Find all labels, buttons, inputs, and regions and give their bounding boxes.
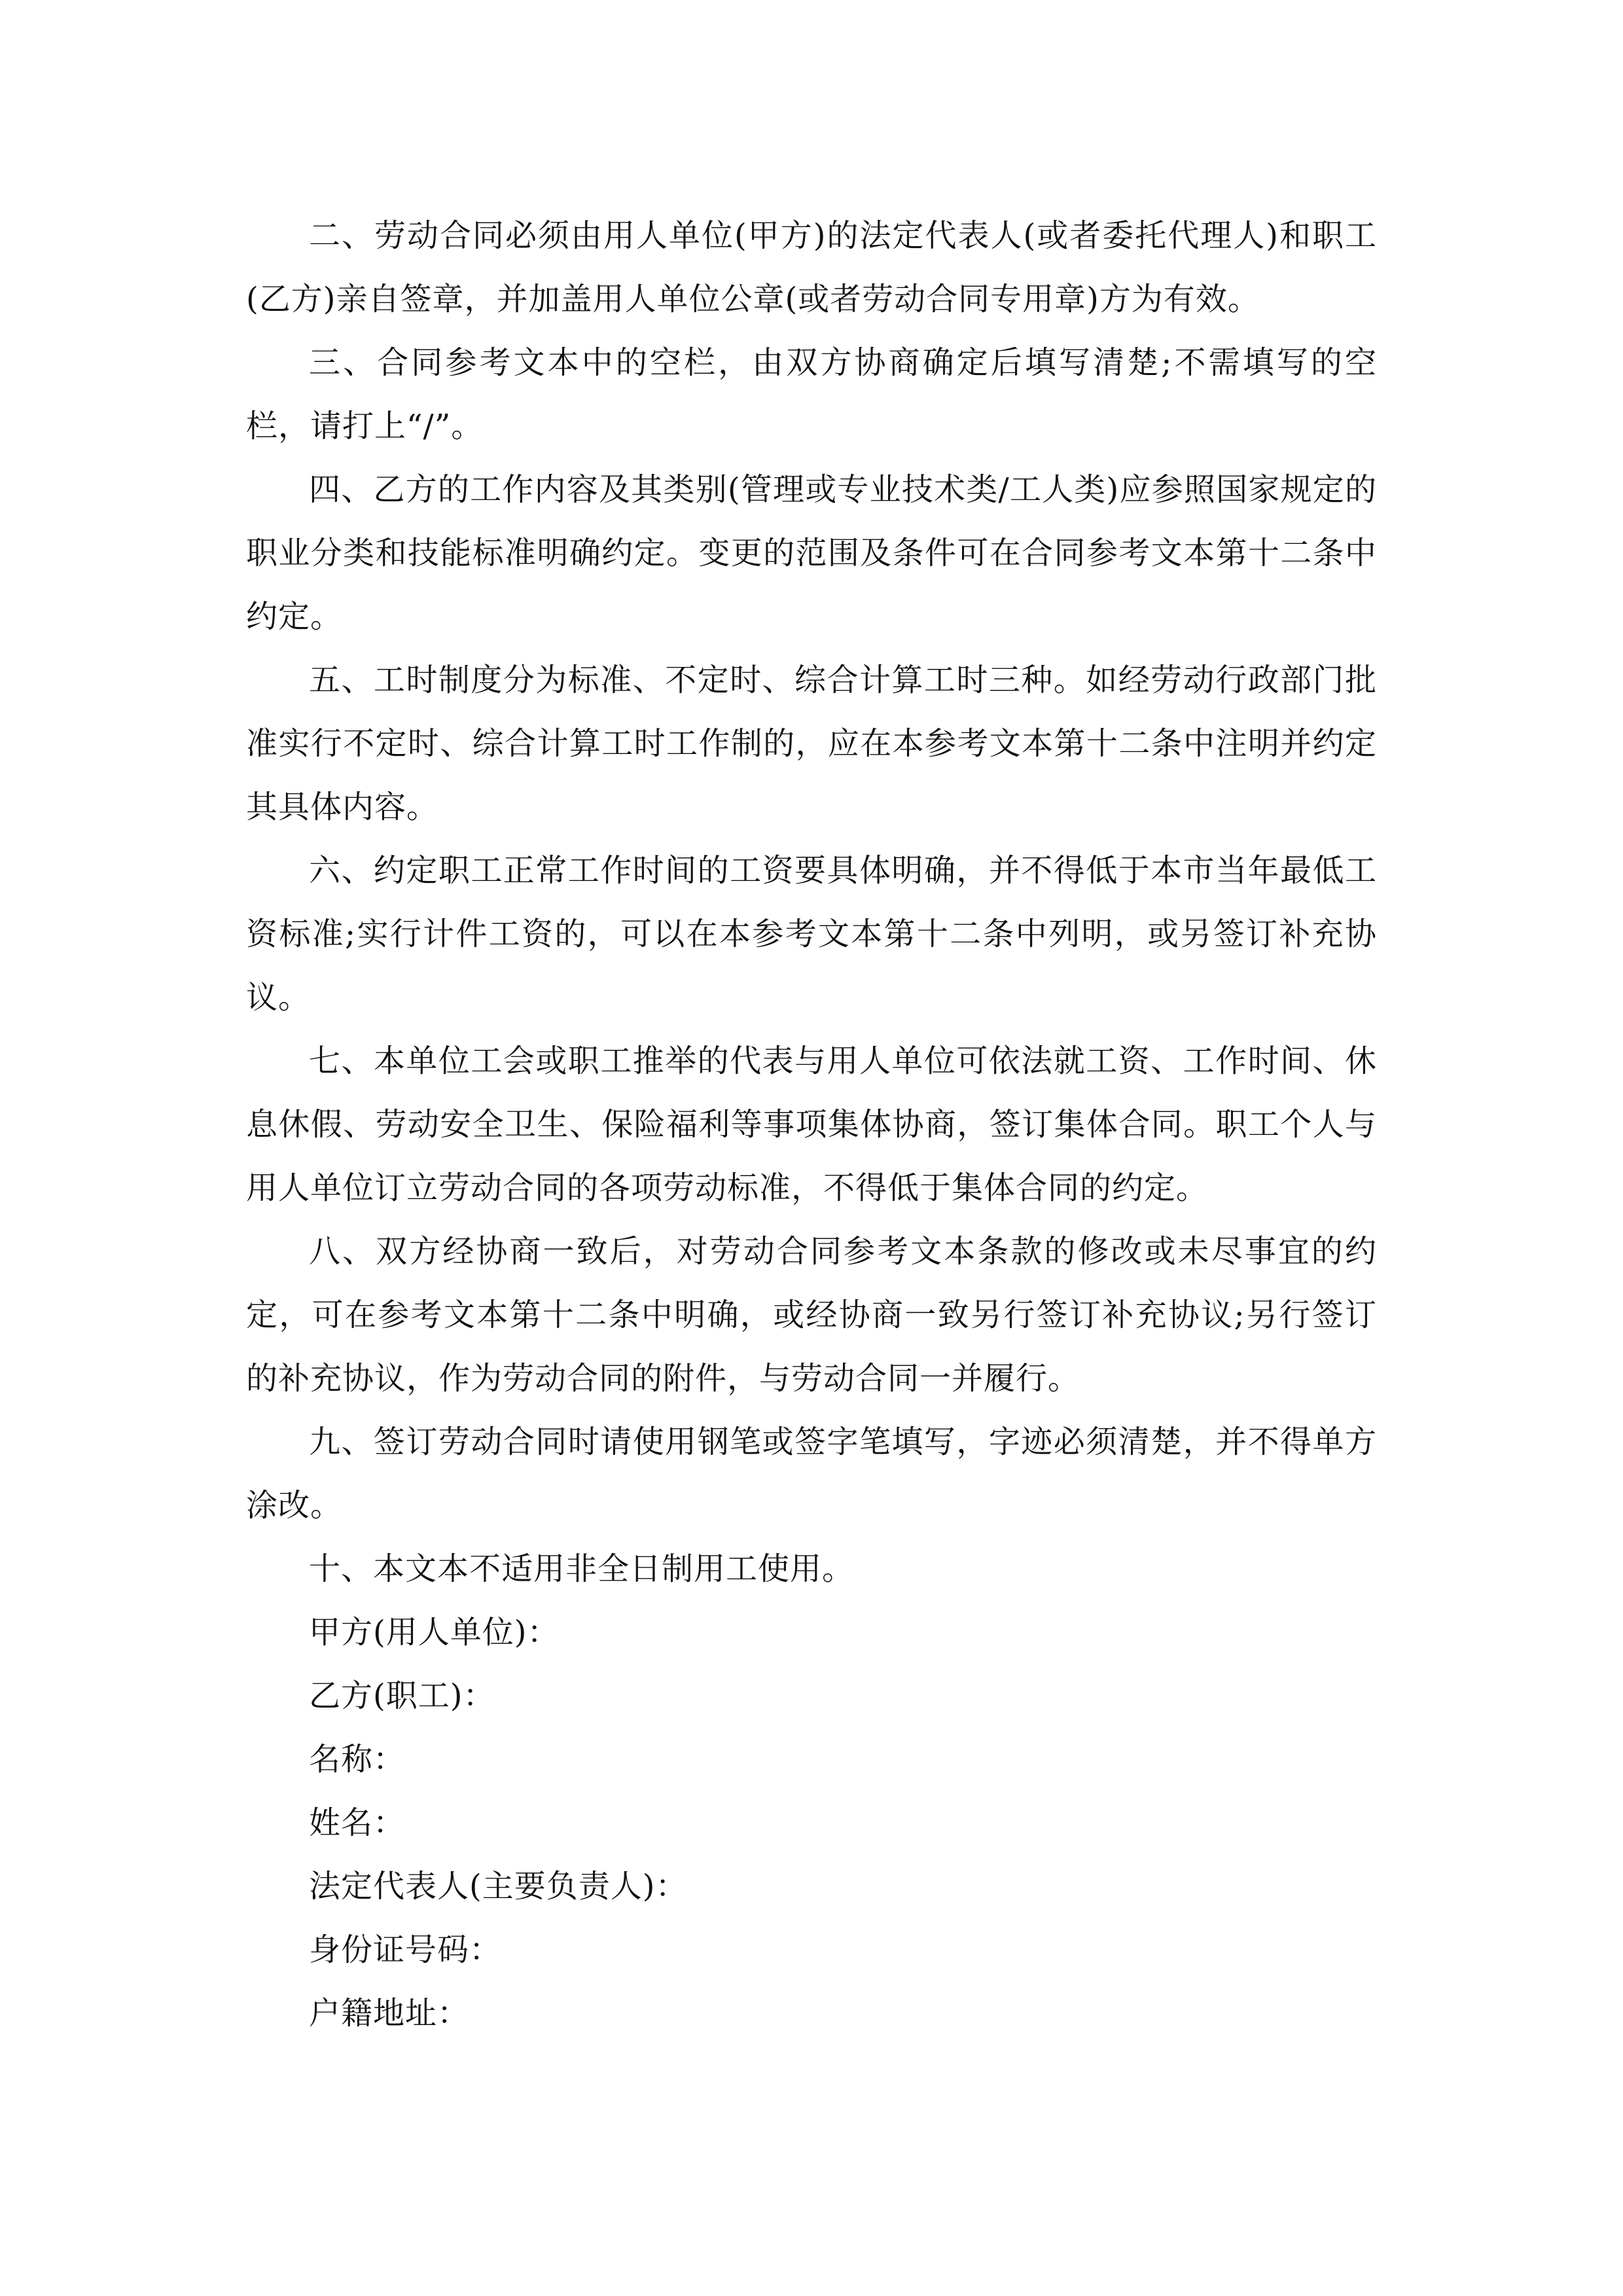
clause-6: 六、约定职工正常工作时间的工资要具体明确，并不得低于本市当年最低工资标准;实行计件工资的，可以在本参考文本第十二条中列明，或另签订补充协议。 <box>246 852 1377 1016</box>
clause-4: 四、乙方的工作内容及其类别(管理或专业技术类/工人类)应参照国家规定的职业分类和技能标准明确约定。变更的范围及条件可在合同参考文本第十二条中约定。 <box>246 471 1377 635</box>
clause-8: 八、双方经协商一致后，对劳动合同参考文本条款的修改或未尽事宜的约定，可在参考文本第十二条中明确，或经协商一致另行签订补充协议;另行签订的补充协议，作为劳动合同的附件，与劳动合同一并履行。 <box>246 1233 1377 1397</box>
clause-3: 三、合同参考文本中的空栏，由双方协商确定后填写清楚;不需填写的空栏，请打上“/”。 <box>246 344 1377 444</box>
clause-9: 九、签订劳动合同时请使用钢笔或签字笔填写，字迹必须清楚，并不得单方涂改。 <box>246 1424 1377 1524</box>
clause-2: 二、劳动合同必须由用人单位(甲方)的法定代表人(或者委托代理人)和职工(乙方)亲自签章，并加盖用人单位公章(或者劳动合同专用章)方为有效。 <box>246 217 1377 317</box>
company-name-label: 名称： <box>309 1741 406 1778</box>
employee-name-label: 姓名： <box>309 1804 406 1841</box>
document-body <box>246 204 1377 2045</box>
clause-10: 十、本文本不适用非全日制用工使用。 <box>309 1551 855 1587</box>
household-address-label: 户籍地址： <box>309 1995 470 2032</box>
party-b-label: 乙方(职工)： <box>309 1677 495 1714</box>
party-a-label: 甲方(用人单位)： <box>309 1614 560 1651</box>
clause-5: 五、工时制度分为标准、不定时、综合计算工时三种。如经劳动行政部门批准实行不定时、综合计算工时工作制的，应在本参考文本第十二条中注明并约定其具体内容。 <box>246 662 1377 825</box>
legal-representative-label: 法定代表人(主要负责人)： <box>309 1868 688 1905</box>
id-number-label: 身份证号码： <box>309 1931 502 1968</box>
clause-7: 七、本单位工会或职工推举的代表与用人单位可依法就工资、工作时间、休息休假、劳动安全卫生、保险福利等事项集体协商，签订集体合同。职工个人与用人单位订立劳动合同的各项劳动标准，不得低于集体合同的约定。 <box>246 1043 1377 1206</box>
